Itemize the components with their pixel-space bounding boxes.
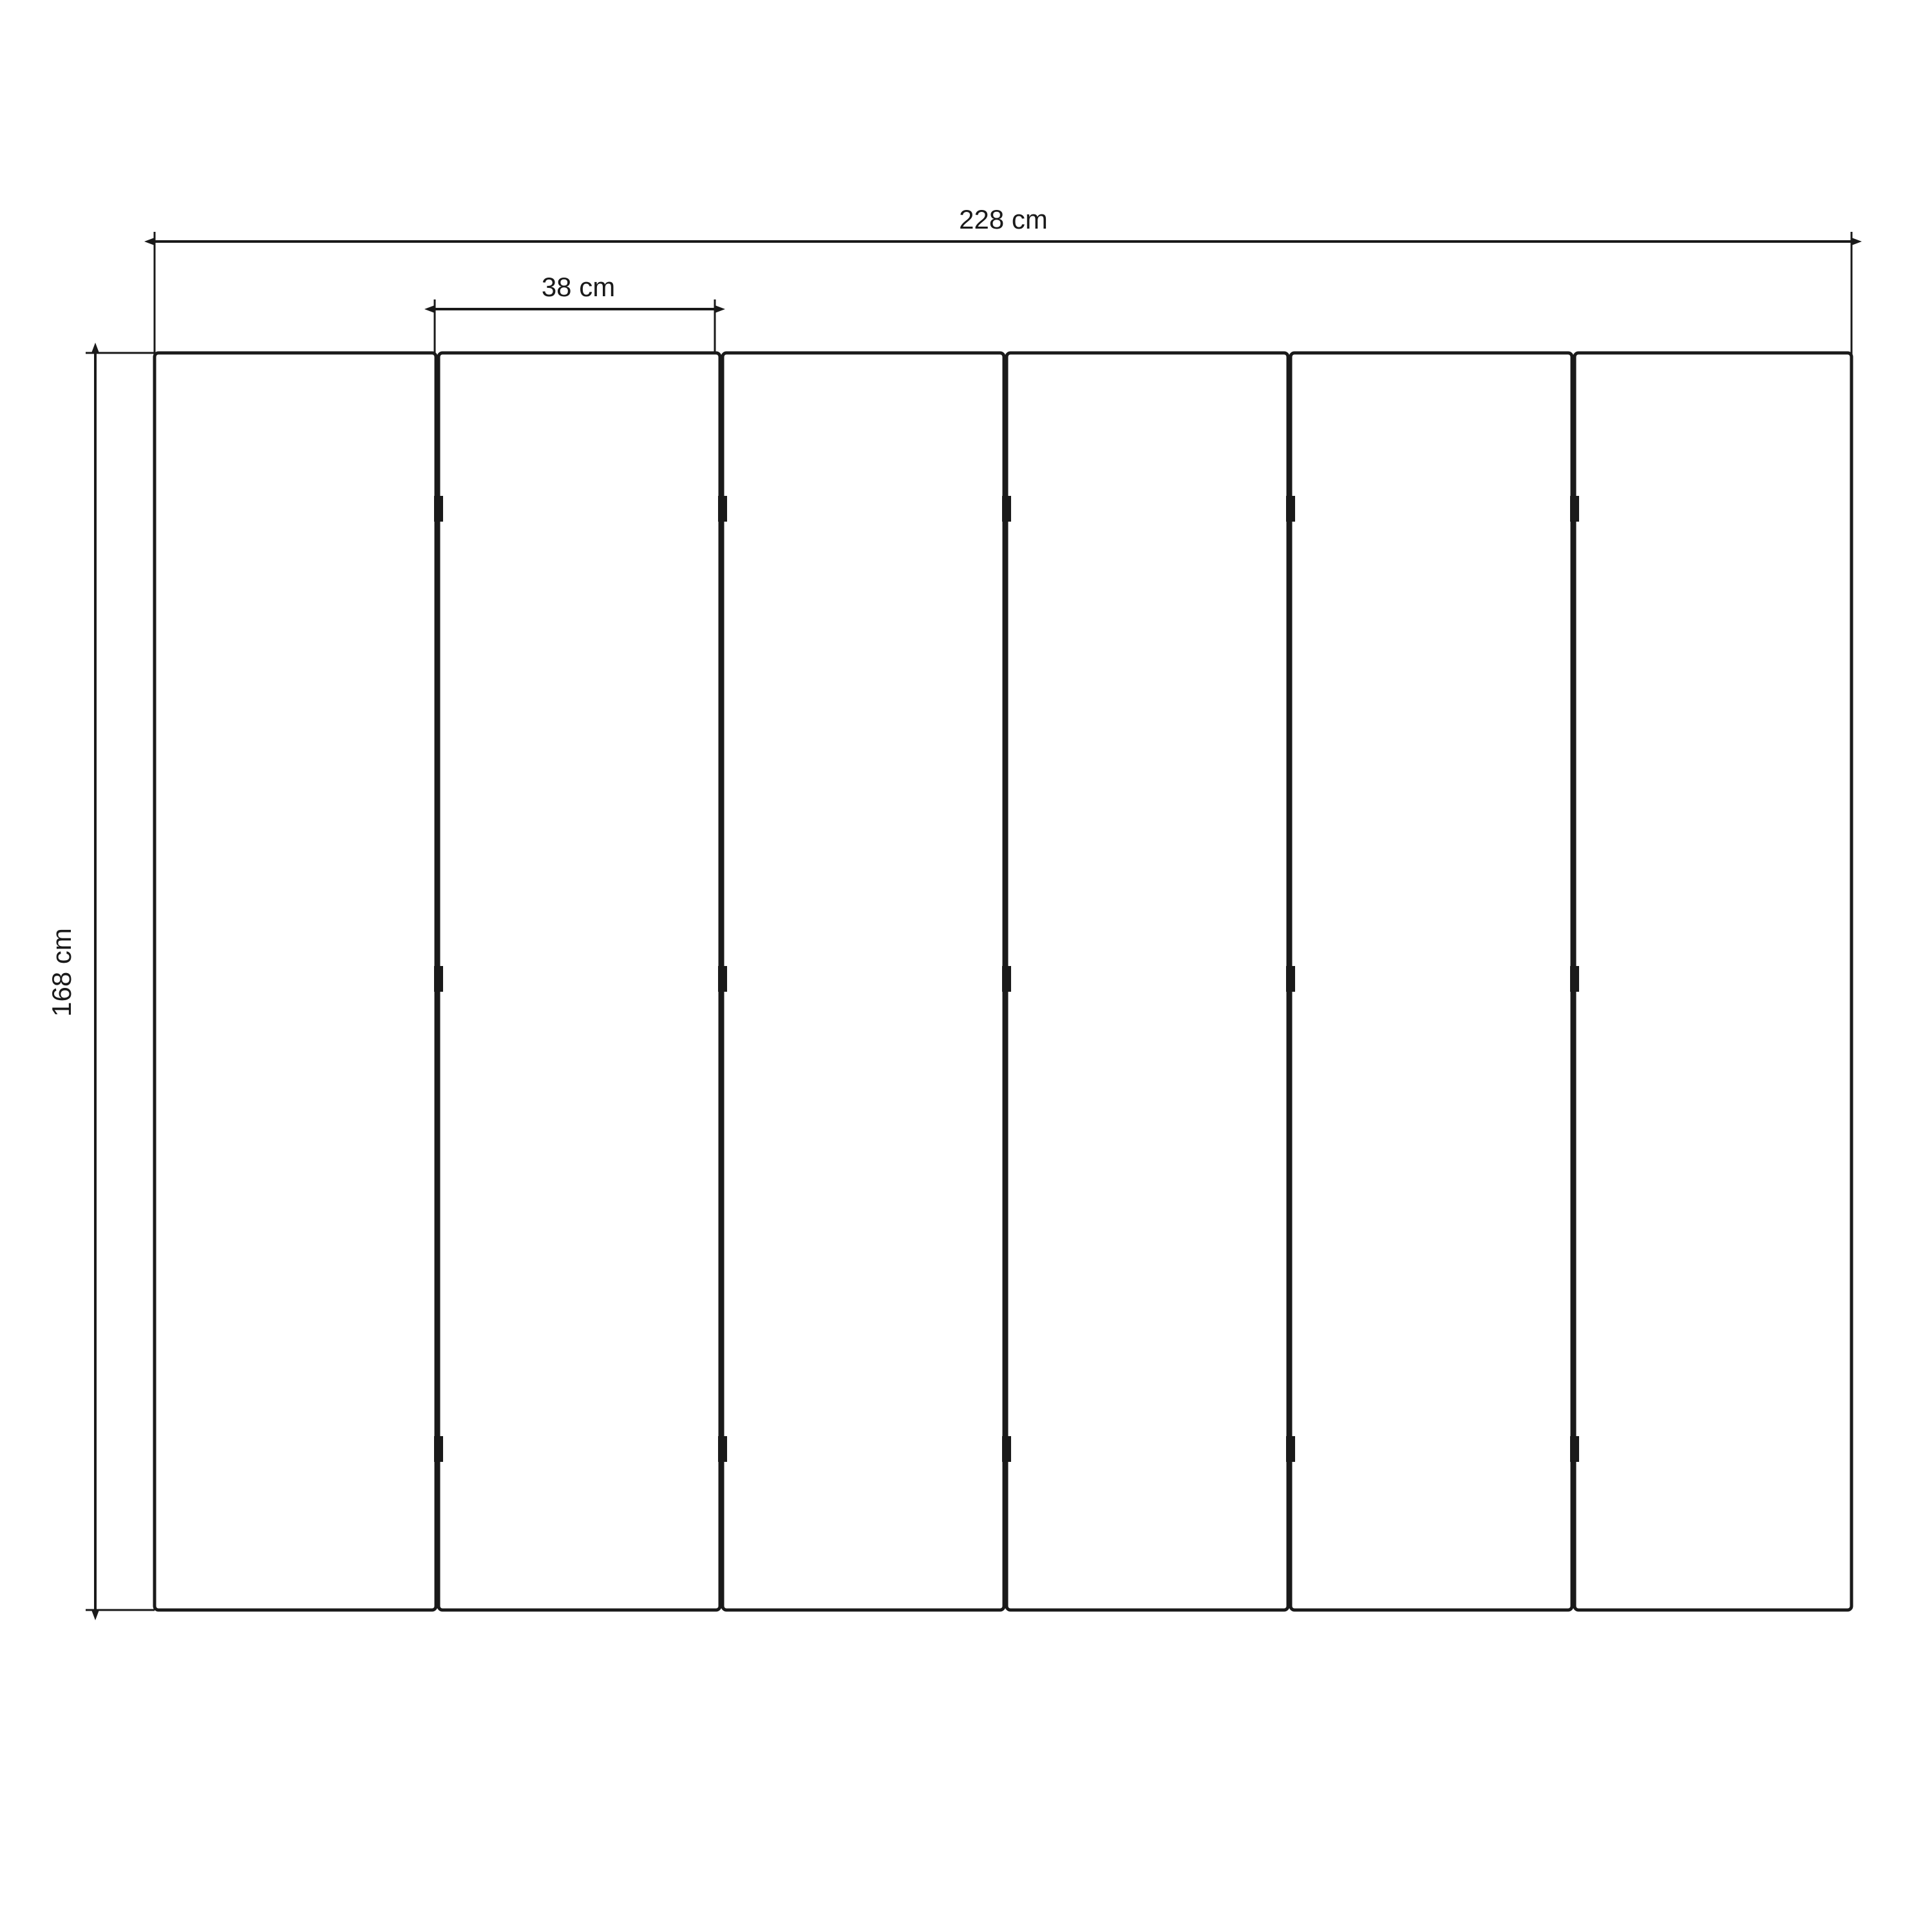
panel-2-hinge-top-icon	[434, 496, 443, 522]
panel-4-hinge-bottom-icon	[1002, 1436, 1011, 1462]
total-width-label: 228 cm	[959, 204, 1048, 234]
panel-1-body[interactable]	[155, 353, 436, 1610]
panel-5-hinge-top-icon	[1286, 496, 1295, 522]
panel-4-body[interactable]	[1007, 353, 1288, 1610]
panel-5-body[interactable]	[1291, 353, 1572, 1610]
panel-3-hinge-middle-icon	[718, 966, 727, 992]
height-label: 168 cm	[46, 928, 77, 1017]
panel-1[interactable]	[155, 353, 436, 1610]
panel-2-body[interactable]	[439, 353, 720, 1610]
panel-4-hinge-top-icon	[1002, 496, 1011, 522]
panel-3[interactable]	[718, 353, 1004, 1610]
total-width-dimension	[155, 193, 1852, 361]
panel-5-hinge-bottom-icon	[1286, 1436, 1295, 1462]
panel-3-hinge-top-icon	[718, 496, 727, 522]
panel-2-hinge-middle-icon	[434, 966, 443, 992]
panel-4[interactable]	[1002, 353, 1288, 1610]
panel-group	[155, 353, 1852, 1610]
panel-5-hinge-middle-icon	[1286, 966, 1295, 992]
panel-6[interactable]	[1570, 353, 1852, 1610]
panel-2-hinge-bottom-icon	[434, 1436, 443, 1462]
panel-5[interactable]	[1286, 353, 1572, 1610]
height-dimension	[46, 353, 155, 1610]
panel-width-label: 38 cm	[541, 272, 616, 302]
panel-3-hinge-bottom-icon	[718, 1436, 727, 1462]
panel-3-body[interactable]	[723, 353, 1004, 1610]
panel-width-dimension	[435, 261, 715, 361]
panel-6-hinge-bottom-icon	[1570, 1436, 1579, 1462]
panel-6-hinge-middle-icon	[1570, 966, 1579, 992]
panel-6-hinge-top-icon	[1570, 496, 1579, 522]
panel-6-body[interactable]	[1575, 353, 1852, 1610]
panel-2[interactable]	[434, 353, 720, 1610]
panel-4-hinge-middle-icon	[1002, 966, 1011, 992]
